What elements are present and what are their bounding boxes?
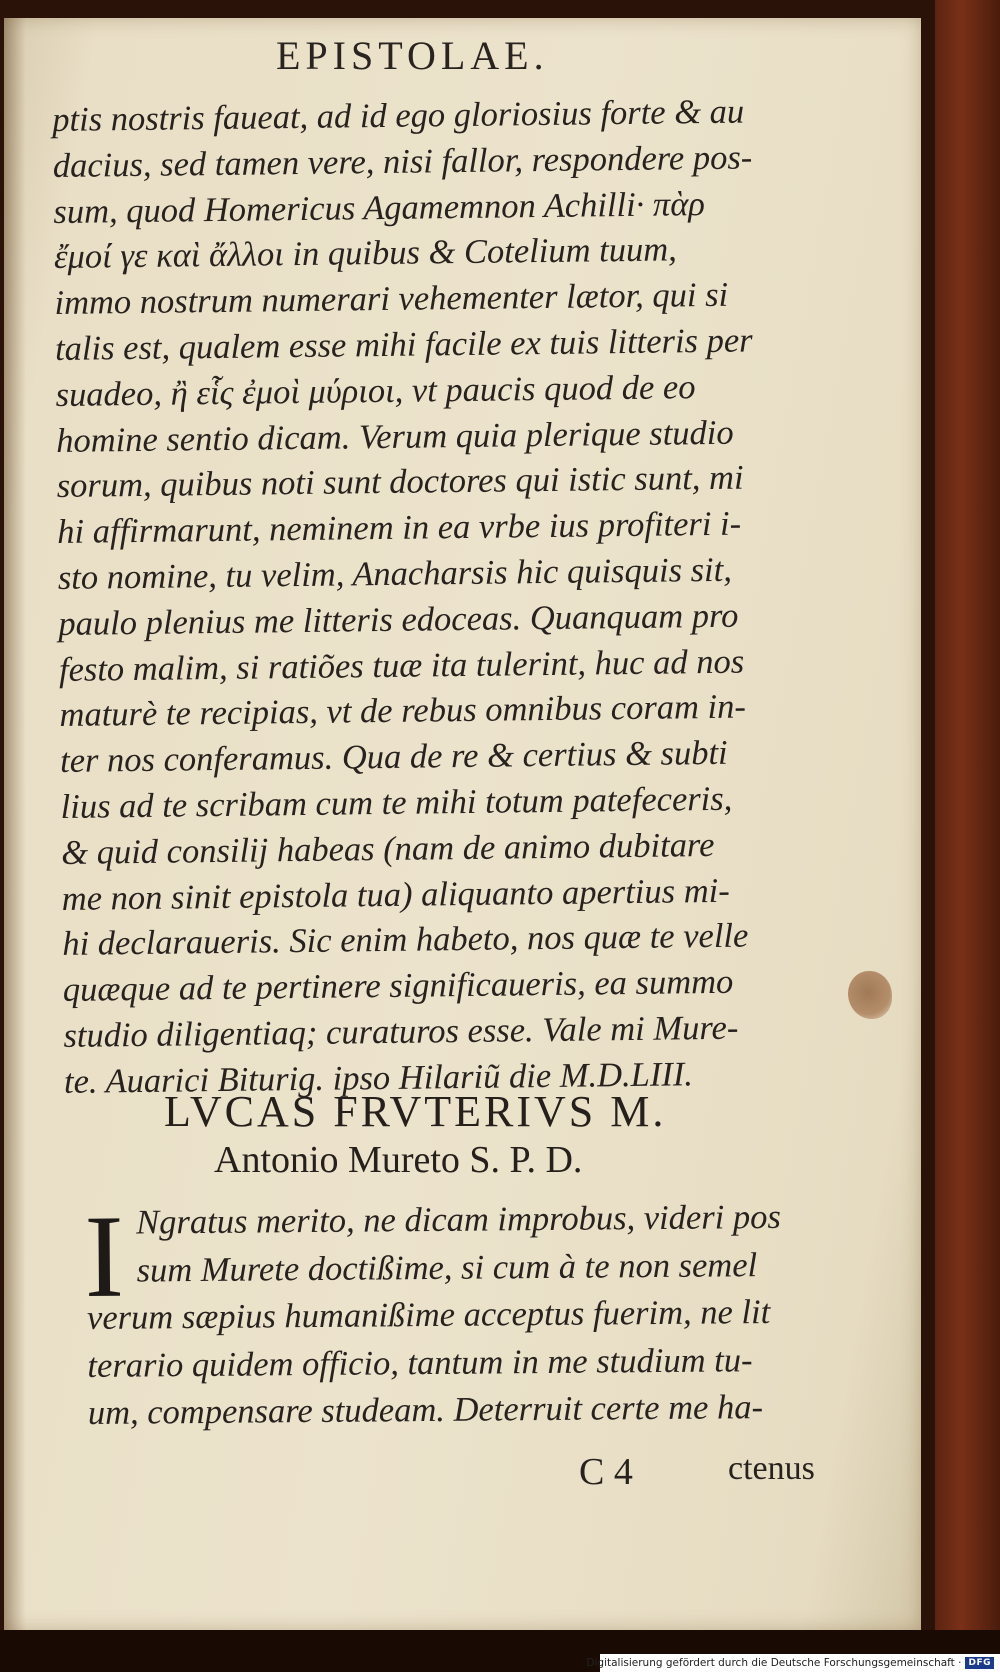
book-page [4,18,921,1630]
text-line: homine sentio dicam. Verum quia plerique studio [55,413,734,460]
footer-text: Digitalisierung gefördert durch die Deutsche Forschungsgemeinschaft · [586,1657,962,1669]
text-line: te. Auarici Biturig. ipso Hilariũ die M.D.LIII. [63,1054,694,1101]
text-line: sum Murete doctißime, si cum à te non semel [136,1245,758,1290]
digitization-footer [586,1654,1000,1672]
text-line: ptis nostris faueat, ad id ego gloriosius forte & au [52,92,745,139]
text-line: suadeo, ἢ εἷς ἐμοὶ μύριοι, vt paucis quod de eo [55,367,696,414]
text-line: hi affirmarunt, neminem in ea vrbe ius profiteri i- [57,504,742,552]
text-line: hi declaraueris. Sic enim habeto, nos quæ te velle [62,916,749,964]
text-line: talis est, qualem esse mihi facile ex tuis litteris per [54,321,753,368]
text-line: paulo plenius me litteris edoceas. Quanquam pro [58,596,739,643]
text-line: sorum, quibus noti sunt doctores qui istic sunt, mi [56,458,744,506]
letter-heading-recipient: Antonio Mureto S. P. D. [214,1139,583,1181]
text-line: ἔμοί γε καὶ ἄλλοι in quibus & Cotelium tuum, [53,230,677,277]
drop-cap: I [83,1190,125,1323]
text-line: sum, quod Homericus Agamemnon Achilli· πὰρ [53,184,706,231]
text-line: verum sæpius humanißime acceptus fuerim, ne lit [86,1293,771,1337]
letter-opening [83,1190,868,1437]
dfg-logo-icon: DFG [965,1657,994,1669]
gutter-shadow [4,18,26,1630]
text-line: festo malim, si ratiões tuæ ita tulerint, huc ad nos [58,642,745,689]
book-fore-edge [935,0,1000,1672]
text-line: & quid consilij habeas (nam de animo dubitare [60,825,715,872]
text-line: terario quidem officio, tantum in me studium tu- [87,1340,753,1385]
paper-stain [848,971,892,1019]
text-line: sto nomine, tu velim, Anacharsis hic quisquis sit, [57,550,733,597]
signature-mark: C 4 [579,1451,633,1493]
text-line: immo nostrum numerari vehementer lætor, qui si [54,275,729,323]
text-line: ter nos conferamus. Qua de re & certius & subti [59,733,728,781]
text-line: Ngratus merito, ne dicam improbus, videri pos [136,1197,781,1242]
catchword: ctenus [728,1450,815,1487]
text-line: quæque ad te pertinere significaueris, ea summo [62,962,734,1010]
text-line: me non sinit epistola tua) aliquanto apertius mi- [61,871,730,918]
text-line: maturè te recipias, vt de rebus omnibus coram in- [59,687,747,735]
running-head: EPISTOLAE. [276,33,549,78]
text-line: studio diligentiaq; curaturos esse. Vale mi Mure- [63,1008,739,1055]
text-line: um, compensare studeam. Deterruit certe me ha- [87,1388,764,1432]
letter-heading-sender: LVCAS FRVTERIVS M. [164,1087,667,1136]
body-text [52,88,904,1106]
text-line: lius ad te scribam cum te mihi totum patefeceris, [60,779,733,826]
text-line: dacius, sed tamen vere, nisi fallor, respondere pos- [52,138,753,185]
